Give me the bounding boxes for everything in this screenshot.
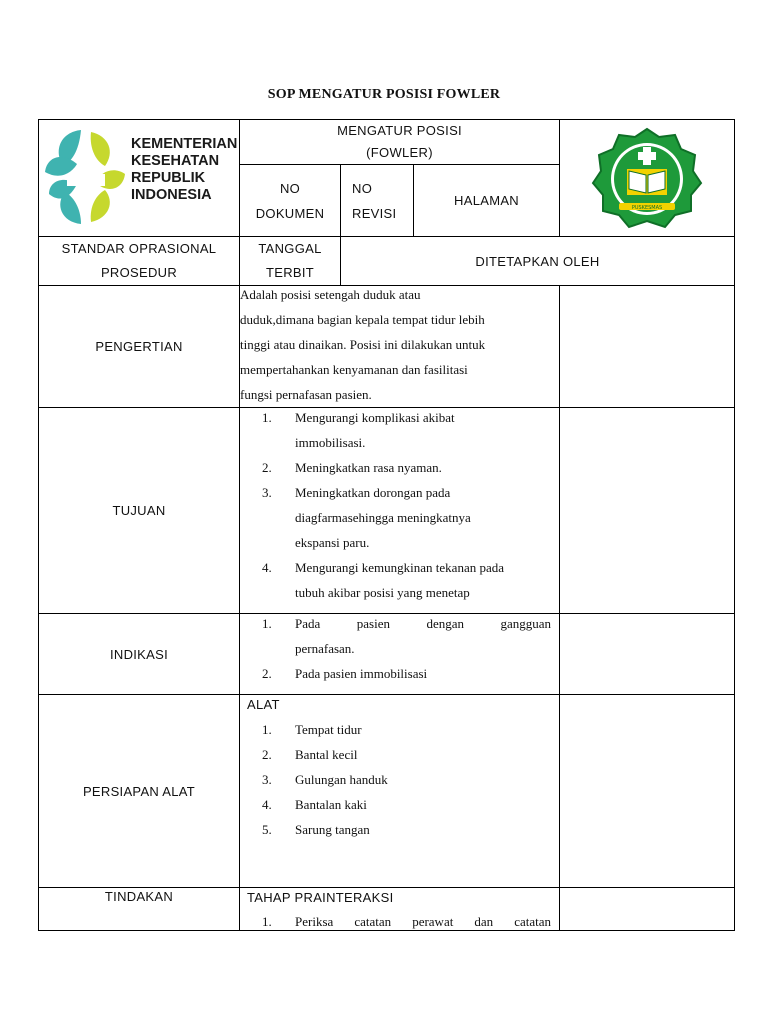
tujuan-label: TUJUAN [39, 408, 240, 614]
persiapan-alat-content [240, 695, 560, 888]
kemenkes-logo-cell [39, 120, 240, 237]
document-title: SOP MENGATUR POSISI FOWLER [267, 87, 501, 102]
pengertian-line: mempertahankan kenyamanan dan fasilitasi [240, 362, 468, 377]
kemenkes-line-1: KEMENTERIAN [131, 136, 238, 152]
alat-item-3: 3. Gulungan handuk [262, 772, 388, 787]
tujuan-empty-cell [560, 408, 735, 614]
sop-table [38, 119, 735, 931]
tujuan-item-4: 4. Mengurangi kemungkinan tekanan pada tubuh akibar posisi yang menetap [262, 560, 505, 600]
indikasi-label: INDIKASI [39, 614, 240, 695]
procedure-name-cell [240, 120, 560, 165]
tanggal-line-1: TANGGAL [258, 241, 322, 256]
seal-logo-cell [560, 120, 735, 237]
no-revisi-cell [341, 165, 414, 237]
tindakan-empty-cell [560, 888, 735, 931]
tanggal-terbit-cell [240, 237, 341, 286]
tujuan-list [240, 405, 551, 605]
pengertian-line: Adalah posisi setengah duduk atau [240, 287, 421, 302]
tindakan-list [240, 914, 551, 930]
no-dokumen-cell [240, 165, 341, 237]
sop-label-cell [39, 237, 240, 286]
halaman-cell: HALAMAN [414, 165, 560, 237]
pengertian-line: tinggi atau dinaikan. Posisi ini dilakukan untuk [240, 337, 486, 352]
pengertian-content [240, 286, 560, 408]
tujuan-item-3: 3. Meningkatkan dorongan pada diagfarmasehingga meningkatnya ekspansi paru. [262, 485, 471, 550]
kemenkes-line-3: REPUBLIK [131, 170, 206, 186]
no-revisi-line-2: REVISI [352, 205, 397, 221]
pengertian-line: fungsi pernafasan pasien. [240, 387, 372, 402]
pengertian-empty-cell [560, 286, 735, 408]
kemenkes-line-2: KESEHATAN [131, 153, 220, 169]
puskesmas-seal-icon [589, 125, 705, 231]
tindakan-content [240, 888, 560, 931]
tanggal-line-2: TERBIT [265, 265, 315, 280]
pengertian-line: duduk,dimana bagian kepala tempat tidur lebih [240, 312, 485, 327]
alat-item-1: 1. Tempat tidur [262, 722, 362, 737]
sop-label-line-2: PROSEDUR [100, 265, 178, 280]
tujuan-item-1: 1. Mengurangi komplikasi akibat immobilisasi. [262, 410, 455, 450]
seal-banner-text: PUSKESMAS [631, 205, 663, 211]
ditetapkan-oleh-cell: DITETAPKAN OLEH [341, 237, 735, 286]
no-revisi-line-1: NO [352, 180, 373, 196]
procedure-name-line-1: MENGATUR POSISI [337, 123, 462, 138]
tujuan-item-2: 2. Meningkatkan rasa nyaman. [262, 460, 442, 475]
alat-heading: ALAT [247, 697, 280, 712]
persiapan-empty-cell [560, 695, 735, 888]
sop-label-line-1: STANDAR OPRASIONAL [61, 241, 217, 256]
indikasi-item-2: 2. Pada pasien immobilisasi [262, 666, 428, 681]
kemenkes-logo-icon [41, 122, 131, 234]
pengertian-label: PENGERTIAN [39, 286, 240, 408]
tindakan-item-1: 1. Periksa catatan perawat dan catatan [262, 914, 552, 929]
indikasi-item-1: 1. Pada pasien dengan gangguan pernafasan. [262, 616, 552, 656]
alat-list [240, 717, 559, 842]
no-dokumen-line-1: NO [279, 180, 301, 196]
tindakan-label: TINDAKAN [39, 888, 240, 931]
no-dokumen-line-2: DOKUMEN [255, 205, 325, 221]
alat-item-4: 4. Bantalan kaki [262, 797, 367, 812]
indikasi-empty-cell [560, 614, 735, 695]
indikasi-list [240, 611, 551, 686]
alat-item-2: 2. Bantal kecil [262, 747, 358, 762]
tujuan-content [240, 408, 560, 614]
tindakan-heading: TAHAP PRAINTERAKSI [247, 890, 394, 905]
kemenkes-line-4: INDONESIA [131, 187, 212, 203]
indikasi-content [240, 614, 560, 695]
kemenkes-wordmark [131, 136, 237, 204]
procedure-name-line-2: (FOWLER) [366, 145, 433, 160]
persiapan-alat-label: PERSIAPAN ALAT [39, 695, 240, 888]
alat-item-5: 5. Sarung tangan [262, 822, 370, 837]
